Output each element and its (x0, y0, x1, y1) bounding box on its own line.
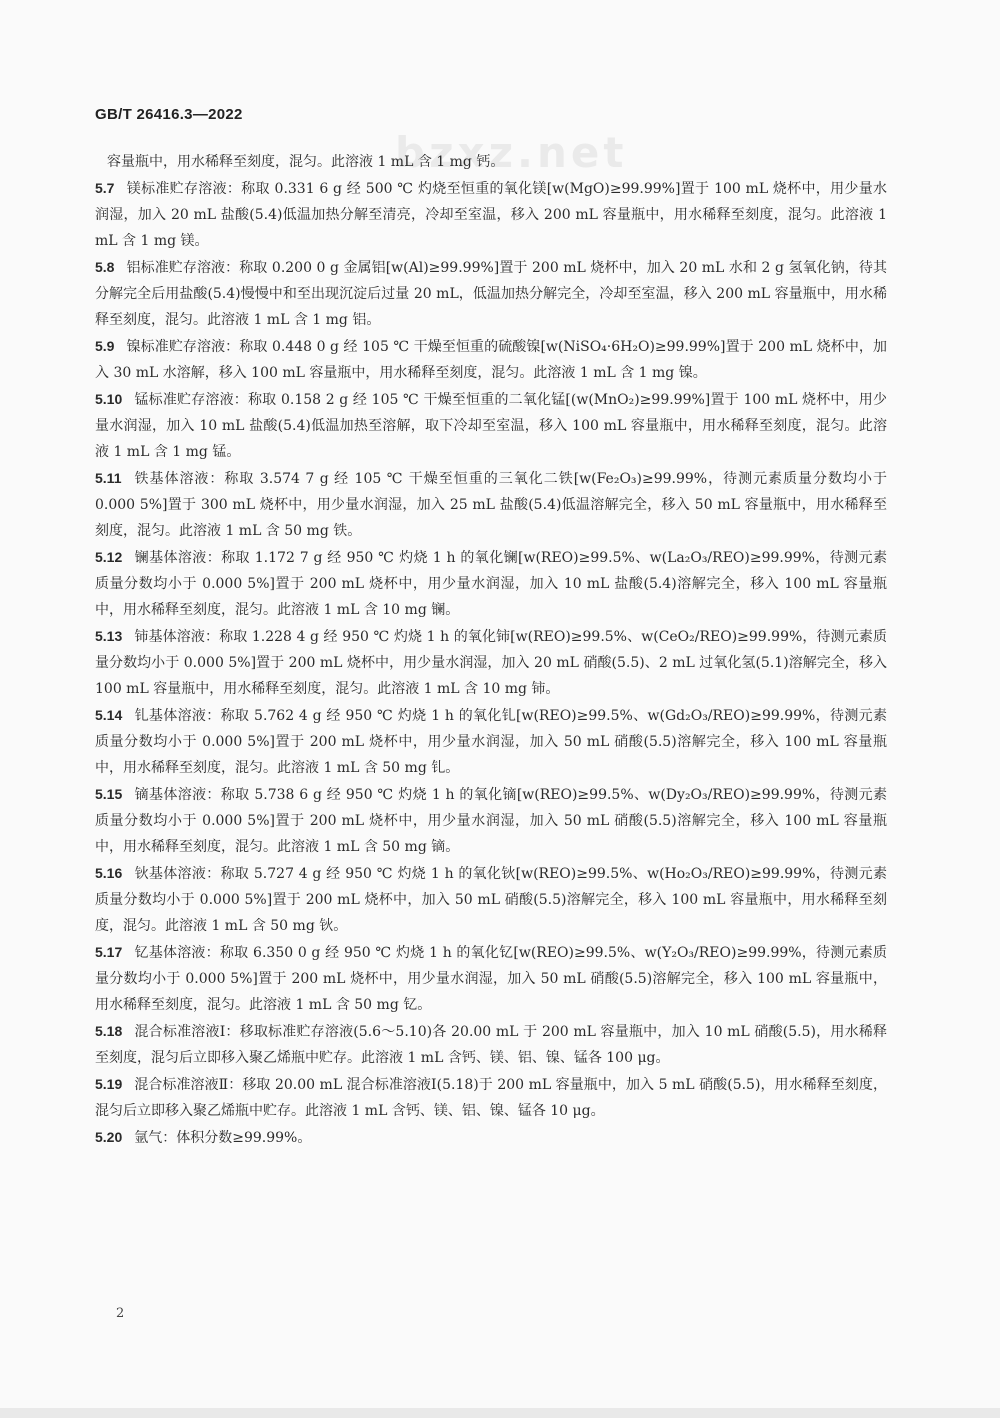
clause-text: 锰标准贮存溶液：称取 0.158 2 g 经 105 ℃ 干燥至恒重的二氧化锰[(w(MnO₂)≥99.99%]置于 100 mL 烧杯中，用少量水润湿，加入 10 mL 盐酸(5.4)低温加热至溶解，取下冷却至室温，移入 100 mL 容量瓶中，用水稀释至刻度，混匀。此溶液 1 mL 含 1 mg 锰。 (95, 392, 887, 460)
clause-text: 混合标准溶液Ⅱ：移取 20.00 mL 混合标准溶液Ⅰ(5.18)于 200 mL 容量瓶中，加入 5 mL 硝酸(5.5)，用水稀释至刻度，混匀后立即移入聚乙烯瓶中贮存。此溶液 1 mL 含钙、镁、铝、镍、锰各 10 μg。 (95, 1077, 887, 1119)
clause-5-11 (95, 465, 887, 544)
clause-number: 5.19 (95, 1076, 123, 1092)
clause-text: 铁基体溶液：称取 3.574 7 g 经 105 ℃ 干燥至恒重的三氧化二铁[w(Fe₂O₃)≥99.99%，待测元素质量分数均小于 0.000 5%]置于 300 mL 烧杯中，用少量水润湿，加入 25 mL 盐酸(5.4)低温溶解完全，移入 50 mL 容量瓶中，用水稀释至刻度，混匀。此溶液 1 mL 含 50 mg 铁。 (95, 471, 887, 539)
clause-text: 钇基体溶液：称取 6.350 0 g 经 950 ℃ 灼烧 1 h 的氧化钇[w(REO)≥99.5%、w(Y₂O₃/REO)≥99.99%，待测元素质量分数均小于 0.000 5%]置于 200 mL 烧杯中，用少量水润湿，加入 50 mL 硝酸(5.5)溶解完全，移入 100 mL 容量瓶中，用水稀释至刻度，混匀。此溶液 1 mL 含 50 mg 钇。 (95, 945, 887, 1013)
paragraph-continuation (95, 148, 887, 175)
clause-number: 5.13 (95, 628, 123, 644)
clause-5-10 (95, 386, 887, 465)
clause-5-19 (95, 1071, 887, 1124)
clause-text: 镍标准贮存溶液：称取 0.448 0 g 经 105 ℃ 干燥至恒重的硫酸镍[w(NiSO₄·6H₂O)≥99.99%]置于 200 mL 烧杯中，加入 30 mL 水溶解，移入 100 mL 容量瓶中，用水稀释至刻度，混匀。此溶液 1 mL 含 1 mg 镍。 (95, 339, 887, 381)
clause-number: 5.17 (95, 944, 123, 960)
clause-5-16 (95, 860, 887, 939)
clause-text: 铈基体溶液：称取 1.228 4 g 经 950 ℃ 灼烧 1 h 的氧化铈[w(REO)≥99.5%、w(CeO₂/REO)≥99.99%，待测元素质量分数均小于 0.000 5%]置于 200 mL 烧杯中，用少量水润湿，加入 20 mL 硝酸(5.5)、2 mL 过氧化氢(5.1)溶解完全，移入 100 mL 容量瓶中，用水稀释至刻度，混匀。此溶液 1 mL 含 10 mg 铈。 (95, 629, 887, 697)
clause-number: 5.12 (95, 549, 123, 565)
clause-number: 5.8 (95, 259, 115, 275)
clause-text: 铝标准贮存溶液：称取 0.200 0 g 金属铝[w(Al)≥99.99%]置于 200 mL 烧杯中，加入 20 mL 水和 2 g 氢氧化钠，待其分解完全后用盐酸(5.4)慢慢中和至出现沉淀后过量 20 mL，低温加热分解完全，冷却至室温，移入 200 mL 容量瓶中，用水稀释至刻度，混匀。此溶液 1 mL 含 1 mg 铝。 (95, 260, 887, 328)
clause-5-9 (95, 333, 887, 386)
document-body (95, 148, 887, 1151)
clause-number: 5.14 (95, 707, 123, 723)
clause-text: 氩气：体积分数≥99.99%。 (134, 1130, 312, 1146)
clause-number: 5.11 (95, 470, 122, 486)
clause-5-17 (95, 939, 887, 1018)
clause-5-8 (95, 254, 887, 333)
clause-5-15 (95, 781, 887, 860)
clause-text: 镧基体溶液：称取 1.172 7 g 经 950 ℃ 灼烧 1 h 的氧化镧[w(REO)≥99.5%、w(La₂O₃/REO)≥99.99%，待测元素质量分数均小于 0.000 5%]置于 200 mL 烧杯中，用少量水润湿，加入 10 mL 盐酸(5.4)溶解完全，移入 100 mL 容量瓶中，用水稀释至刻度，混匀。此溶液 1 mL 含 10 mg 镧。 (95, 550, 887, 618)
clause-number: 5.9 (95, 338, 115, 354)
clause-text: 钬基体溶液：称取 5.727 4 g 经 950 ℃ 灼烧 1 h 的氧化钬[w(REO)≥99.5%、w(Ho₂O₃/REO)≥99.99%，待测元素质量分数均小于 0.000 5%]置于 200 mL 烧杯中，加入 50 mL 硝酸(5.5)溶解完全，移入 100 mL 容量瓶中，用水稀释至刻度，混匀。此溶液 1 mL 含 50 mg 钬。 (95, 866, 887, 934)
clause-text: 镁标准贮存溶液：称取 0.331 6 g 经 500 ℃ 灼烧至恒重的氧化镁[w(MgO)≥99.99%]置于 100 mL 烧杯中，用少量水润湿，加入 20 mL 盐酸(5.4)低温加热分解至清亮，冷却至室温，移入 200 mL 容量瓶中，用水稀释至刻度，混匀。此溶液 1 mL 含 1 mg 镁。 (95, 181, 887, 249)
clause-number: 5.15 (95, 786, 123, 802)
page-number: 2 (116, 1306, 125, 1321)
clause-5-20 (95, 1124, 887, 1151)
clause-5-12 (95, 544, 887, 623)
clause-5-18 (95, 1018, 887, 1071)
clause-text: 容量瓶中，用水稀释至刻度，混匀。此溶液 1 mL 含 1 mg 钙。 (107, 154, 505, 170)
clause-number: 5.20 (95, 1129, 123, 1145)
clause-number: 5.16 (95, 865, 123, 881)
clause-text: 镝基体溶液：称取 5.738 6 g 经 950 ℃ 灼烧 1 h 的氧化镝[w(REO)≥99.5%、w(Dy₂O₃/REO)≥99.99%，待测元素质量分数均小于 0.000 5%]置于 200 mL 烧杯中，用少量水润湿，加入 50 mL 硝酸(5.5)溶解完全，移入 100 mL 容量瓶中，用水稀释至刻度，混匀。此溶液 1 mL 含 50 mg 镝。 (95, 787, 887, 855)
clause-number: 5.10 (95, 391, 123, 407)
clause-number: 5.18 (95, 1023, 123, 1039)
standard-code-header: GB/T 26416.3—2022 (95, 106, 243, 123)
clause-5-7 (95, 175, 887, 254)
clause-number: 5.7 (95, 180, 115, 196)
clause-5-13 (95, 623, 887, 702)
clause-5-14 (95, 702, 887, 781)
clause-text: 混合标准溶液Ⅰ：移取标准贮存溶液(5.6～5.10)各 20.00 mL 于 200 mL 容量瓶中，加入 10 mL 硝酸(5.5)，用水稀释至刻度，混匀后立即移入聚乙烯瓶中贮存。此溶液 1 mL 含钙、镁、铝、镍、锰各 100 μg。 (95, 1024, 887, 1066)
watermark: bzxz.net (395, 128, 628, 177)
clause-text: 钆基体溶液：称取 5.762 4 g 经 950 ℃ 灼烧 1 h 的氧化钆[w(REO)≥99.5%、w(Gd₂O₃/REO)≥99.99%，待测元素质量分数均小于 0.000 5%]置于 200 mL 烧杯中，用少量水润湿，加入 50 mL 硝酸(5.5)溶解完全，移入 100 mL 容量瓶中，用水稀释至刻度，混匀。此溶液 1 mL 含 50 mg 钆。 (95, 708, 887, 776)
